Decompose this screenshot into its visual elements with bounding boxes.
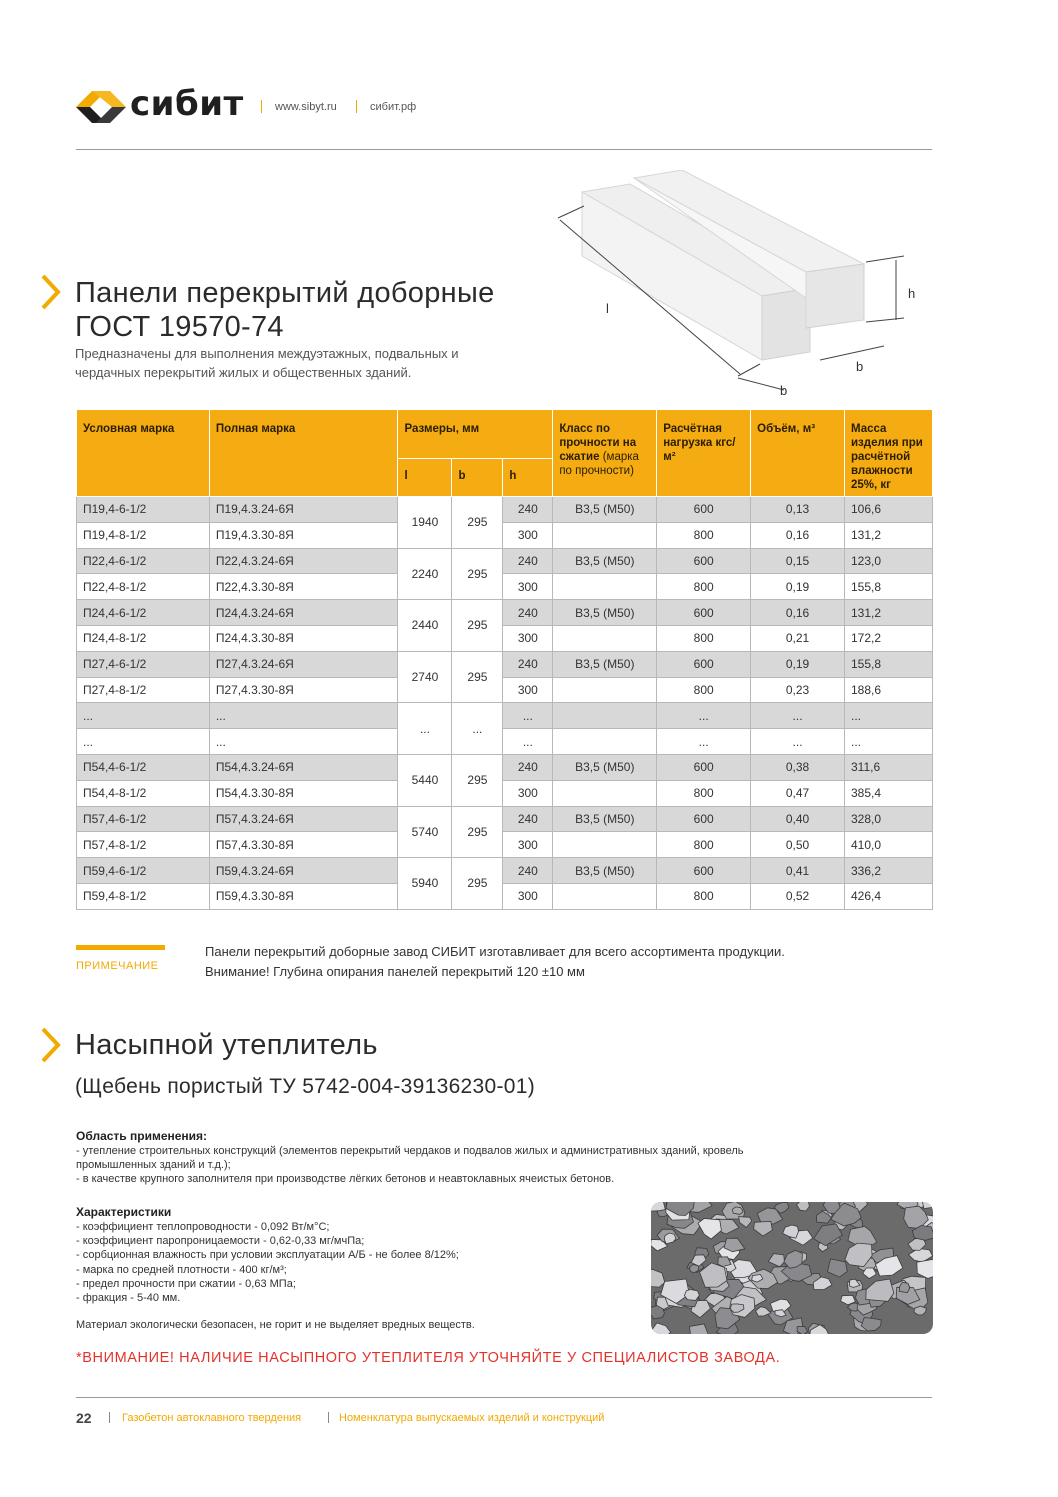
cell-volume: 0,23 bbox=[751, 677, 845, 703]
list-item: - фракция - 5-40 мм. bbox=[76, 1292, 181, 1305]
cell-length: ... bbox=[398, 703, 452, 755]
note-accent-bar bbox=[76, 945, 165, 950]
cell-full-mark: П24,4.3.30-8Я bbox=[209, 625, 398, 651]
gravel-photo bbox=[651, 1202, 933, 1334]
cell-load: 600 bbox=[657, 858, 751, 884]
table-row bbox=[77, 625, 933, 651]
header-b: b bbox=[452, 458, 503, 496]
cell-full-mark: П24,4.3.24-6Я bbox=[209, 600, 398, 626]
header-l: l bbox=[398, 458, 452, 496]
cell-mass: 426,4 bbox=[844, 883, 932, 909]
cell-height: ... bbox=[503, 729, 553, 755]
cell-load: 600 bbox=[657, 651, 751, 677]
cell-short-mark: П19,4-6-1/2 bbox=[77, 497, 210, 523]
cell-full-mark: П57,4.3.24-6Я bbox=[209, 806, 398, 832]
application-heading: Область применения: bbox=[76, 1129, 208, 1143]
cell-short-mark: П54,4-6-1/2 bbox=[77, 754, 210, 780]
cell-mass: ... bbox=[844, 703, 932, 729]
cell-full-mark: П54,4.3.24-6Я bbox=[209, 754, 398, 780]
cell-height: 300 bbox=[503, 625, 553, 651]
cell-strength-class: В3,5 (М50) bbox=[553, 497, 657, 523]
characteristics-heading: Характеристики bbox=[76, 1205, 172, 1219]
eco-statement: Материал экологически безопасен, не горит и не выделяет вредных веществ. bbox=[76, 1319, 475, 1331]
cell-mass: 311,6 bbox=[844, 754, 932, 780]
cell-load: 800 bbox=[657, 625, 751, 651]
cell-height: 240 bbox=[503, 600, 553, 626]
cell-short-mark: П24,4-6-1/2 bbox=[77, 600, 210, 626]
cell-strength-class bbox=[553, 625, 657, 651]
cell-full-mark: П54,4.3.30-8Я bbox=[209, 780, 398, 806]
header-rule bbox=[76, 149, 932, 150]
cell-short-mark: П22,4-8-1/2 bbox=[77, 574, 210, 600]
cell-length: 2440 bbox=[398, 600, 452, 652]
dim-label-b-end: b bbox=[856, 359, 864, 374]
footer-chapter: Номенклатура выпускаемых изделий и конструкций bbox=[339, 1412, 605, 1424]
cell-height: 300 bbox=[503, 522, 553, 548]
cell-height: 240 bbox=[503, 754, 553, 780]
cell-strength-class: В3,5 (М50) bbox=[553, 754, 657, 780]
cell-full-mark: П27,4.3.24-6Я bbox=[209, 651, 398, 677]
list-item: - в качестве крупного заполнителя при производстве лёгких бетонов и неавтоклавных ячеистых бетонов. bbox=[76, 1173, 615, 1186]
cell-mass: 131,2 bbox=[844, 522, 932, 548]
cell-mass: 410,0 bbox=[844, 832, 932, 858]
cell-full-mark: ... bbox=[209, 703, 398, 729]
gravel-stone bbox=[684, 1290, 699, 1301]
cell-volume: 0,16 bbox=[751, 600, 845, 626]
header-separator bbox=[261, 100, 262, 113]
table-row bbox=[77, 729, 933, 755]
website-link[interactable]: www.sibyt.ru bbox=[275, 101, 337, 113]
cell-strength-class bbox=[553, 677, 657, 703]
cell-load: ... bbox=[657, 703, 751, 729]
note-label: ПРИМЕЧАНИЕ bbox=[76, 960, 159, 972]
table-row bbox=[77, 677, 933, 703]
cell-volume: ... bbox=[751, 703, 845, 729]
cell-full-mark: П59,4.3.30-8Я bbox=[209, 883, 398, 909]
cell-length: 2740 bbox=[398, 651, 452, 703]
cell-short-mark: П27,4-8-1/2 bbox=[77, 677, 210, 703]
cell-short-mark: П22,4-6-1/2 bbox=[77, 548, 210, 574]
cell-length: 2240 bbox=[398, 548, 452, 600]
cell-mass: ... bbox=[844, 729, 932, 755]
cell-mass: 106,6 bbox=[844, 497, 932, 523]
header-full-mark: Полная марка bbox=[209, 410, 398, 497]
cell-mass: 336,2 bbox=[844, 858, 932, 884]
cell-load: 800 bbox=[657, 883, 751, 909]
cell-short-mark: П57,4-6-1/2 bbox=[77, 806, 210, 832]
cell-width: 295 bbox=[452, 806, 503, 858]
application-list bbox=[76, 1144, 744, 1187]
cell-height: 300 bbox=[503, 883, 553, 909]
cell-load: 800 bbox=[657, 677, 751, 703]
table-row bbox=[77, 651, 933, 677]
cell-height: 300 bbox=[503, 780, 553, 806]
table-row bbox=[77, 703, 933, 729]
cell-height: 300 bbox=[503, 832, 553, 858]
cell-strength-class bbox=[553, 883, 657, 909]
cell-width: 295 bbox=[452, 754, 503, 806]
cell-width: 295 bbox=[452, 497, 503, 549]
cell-width: 295 bbox=[452, 600, 503, 652]
cell-volume: 0,21 bbox=[751, 625, 845, 651]
website-rf-link[interactable]: сибит.рф bbox=[370, 101, 417, 113]
cell-height: 300 bbox=[503, 677, 553, 703]
cell-volume: 0,16 bbox=[751, 522, 845, 548]
gravel-stone bbox=[922, 1202, 933, 1209]
cell-load: 600 bbox=[657, 548, 751, 574]
table-row bbox=[77, 574, 933, 600]
footer-section: Газобетон автоклавного твердения bbox=[122, 1412, 302, 1424]
floor-panel-illustration bbox=[548, 170, 928, 400]
cell-strength-class: В3,5 (М50) bbox=[553, 600, 657, 626]
cell-length: 1940 bbox=[398, 497, 452, 549]
cell-full-mark: ... bbox=[209, 729, 398, 755]
panels-title-line2: ГОСТ 19570-74 bbox=[75, 311, 284, 343]
cell-load: 600 bbox=[657, 754, 751, 780]
list-item: - сорбционная влажность при условии эксплуатации А/Б - не более 8/12%; bbox=[76, 1249, 459, 1262]
cell-load: ... bbox=[657, 729, 751, 755]
cell-short-mark: П24,4-8-1/2 bbox=[77, 625, 210, 651]
cell-full-mark: П22,4.3.30-8Я bbox=[209, 574, 398, 600]
cell-volume: 0,47 bbox=[751, 780, 845, 806]
cell-full-mark: П27,4.3.30-8Я bbox=[209, 677, 398, 703]
header-load: Расчётная нагрузка кгс/м² bbox=[657, 410, 751, 497]
header-sizes: Размеры, мм bbox=[398, 410, 553, 459]
cell-strength-class bbox=[553, 703, 657, 729]
table-row bbox=[77, 522, 933, 548]
brand-name: сибит bbox=[130, 84, 244, 124]
cell-volume: 0,52 bbox=[751, 883, 845, 909]
note-line1: Панели перекрытий доборные завод СИБИТ изготавливает для всего ассортимента продукции. bbox=[205, 944, 785, 959]
cell-length: 5740 bbox=[398, 806, 452, 858]
cell-volume: 0,13 bbox=[751, 497, 845, 523]
gravel-stone bbox=[651, 1202, 665, 1211]
cell-height: ... bbox=[503, 703, 553, 729]
cell-short-mark: П57,4-8-1/2 bbox=[77, 832, 210, 858]
insulation-title: Насыпной утеплитель bbox=[75, 1029, 378, 1061]
table-row bbox=[77, 754, 933, 780]
cell-volume: ... bbox=[751, 729, 845, 755]
cell-height: 240 bbox=[503, 651, 553, 677]
cell-full-mark: П19,4.3.30-8Я bbox=[209, 522, 398, 548]
cell-strength-class: В3,5 (М50) bbox=[553, 651, 657, 677]
cell-short-mark: П59,4-6-1/2 bbox=[77, 858, 210, 884]
cell-mass: 188,6 bbox=[844, 677, 932, 703]
cell-load: 600 bbox=[657, 497, 751, 523]
header-strength-class-note: (марка по прочности) bbox=[559, 451, 639, 477]
cell-short-mark: ... bbox=[77, 703, 210, 729]
cell-width: 295 bbox=[452, 651, 503, 703]
table-row bbox=[77, 497, 933, 523]
cell-full-mark: П59,4.3.24-6Я bbox=[209, 858, 398, 884]
table-row bbox=[77, 780, 933, 806]
cell-short-mark: ... bbox=[77, 729, 210, 755]
note-text bbox=[205, 942, 785, 982]
cell-volume: 0,38 bbox=[751, 754, 845, 780]
cell-length: 5940 bbox=[398, 858, 452, 910]
cell-short-mark: П19,4-8-1/2 bbox=[77, 522, 210, 548]
footer-separator bbox=[328, 1412, 329, 1423]
header-strength-class-bold: Класс по прочности на сжатие bbox=[559, 423, 637, 463]
dim-label-b: b bbox=[780, 383, 788, 398]
cell-volume: 0,41 bbox=[751, 858, 845, 884]
cell-load: 800 bbox=[657, 780, 751, 806]
panels-title-line1: Панели перекрытий доборные bbox=[75, 277, 495, 309]
cell-mass: 123,0 bbox=[844, 548, 932, 574]
cell-width: 295 bbox=[452, 858, 503, 910]
note-line2: Внимание! Глубина опирания панелей перекрытий 120 ±10 мм bbox=[205, 964, 585, 979]
cell-strength-class: В3,5 (М50) bbox=[553, 548, 657, 574]
cell-volume: 0,50 bbox=[751, 832, 845, 858]
cell-load: 600 bbox=[657, 600, 751, 626]
table-row bbox=[77, 548, 933, 574]
footer-separator bbox=[109, 1412, 110, 1423]
header-separator bbox=[356, 100, 357, 113]
cell-strength-class bbox=[553, 729, 657, 755]
list-item: - утепление строительных конструкций (элементов перекрытий чердаков и подвалов жилых и административных зданий, кровель bbox=[76, 1145, 744, 1157]
list-item: промышленных зданий и т.д.); bbox=[76, 1159, 231, 1172]
cell-load: 800 bbox=[657, 574, 751, 600]
cell-height: 240 bbox=[503, 806, 553, 832]
chevron-right-icon bbox=[40, 273, 62, 311]
cell-mass: 131,2 bbox=[844, 600, 932, 626]
header-volume: Объём, м³ bbox=[751, 410, 845, 497]
cell-mass: 155,8 bbox=[844, 651, 932, 677]
cell-volume: 0,40 bbox=[751, 806, 845, 832]
footer-rule bbox=[76, 1397, 932, 1398]
cell-height: 300 bbox=[503, 574, 553, 600]
cell-height: 240 bbox=[503, 497, 553, 523]
dim-label-h: h bbox=[908, 286, 916, 301]
cell-strength-class: В3,5 (М50) bbox=[553, 806, 657, 832]
table-row bbox=[77, 883, 933, 909]
header-strength-class bbox=[553, 410, 657, 497]
characteristics-list bbox=[76, 1220, 459, 1305]
cell-full-mark: П22,4.3.24-6Я bbox=[209, 548, 398, 574]
cell-short-mark: П54,4-8-1/2 bbox=[77, 780, 210, 806]
cell-height: 240 bbox=[503, 858, 553, 884]
cell-mass: 385,4 bbox=[844, 780, 932, 806]
table-row bbox=[77, 858, 933, 884]
cell-short-mark: П59,4-8-1/2 bbox=[77, 883, 210, 909]
cell-length: 5440 bbox=[398, 754, 452, 806]
cell-strength-class bbox=[553, 780, 657, 806]
header-mass: Масса изделия при расчётной влажности 25%, кг bbox=[844, 410, 932, 497]
table-row bbox=[77, 832, 933, 858]
list-item: - коэффициент паропроницаемости - 0,62-0,33 мг/мчПа; bbox=[76, 1235, 365, 1248]
list-item: - марка по средней плотности - 400 кг/м³; bbox=[76, 1263, 287, 1276]
cell-load: 800 bbox=[657, 832, 751, 858]
insulation-subtitle: (Щебень пористый ТУ 5742-004-39136230-01) bbox=[75, 1075, 536, 1098]
cell-strength-class bbox=[553, 574, 657, 600]
panels-desc-line1: Предназначены для выполнения междуэтажных, подвальных и bbox=[75, 346, 459, 361]
chevron-right-icon bbox=[40, 1026, 62, 1064]
cell-full-mark: П19,4.3.24-6Я bbox=[209, 497, 398, 523]
cell-strength-class bbox=[553, 832, 657, 858]
cell-volume: 0,15 bbox=[751, 548, 845, 574]
list-item: - предел прочности при сжатии - 0,63 МПа; bbox=[76, 1277, 296, 1290]
cell-volume: 0,19 bbox=[751, 651, 845, 677]
cell-mass: 172,2 bbox=[844, 625, 932, 651]
header-h: h bbox=[503, 458, 553, 496]
panels-desc-line2: чердачных перекрытий жилых и общественных зданий. bbox=[75, 365, 412, 380]
cell-load: 800 bbox=[657, 522, 751, 548]
cell-full-mark: П57,4.3.30-8Я bbox=[209, 832, 398, 858]
panels-spec-table bbox=[76, 409, 933, 910]
cell-width: ... bbox=[452, 703, 503, 755]
table-row bbox=[77, 806, 933, 832]
cell-width: 295 bbox=[452, 548, 503, 600]
warning-text: *ВНИМАНИЕ! НАЛИЧИЕ НАСЫПНОГО УТЕПЛИТЕЛЯ УТОЧНЯЙТЕ У СПЕЦИАЛИСТОВ ЗАВОДА. bbox=[76, 1350, 781, 1366]
cell-strength-class bbox=[553, 522, 657, 548]
panels-description bbox=[75, 344, 459, 382]
dim-label-l: l bbox=[606, 301, 609, 316]
cell-load: 600 bbox=[657, 806, 751, 832]
list-item: - коэффициент теплопроводности - 0,092 Вт/м°С; bbox=[76, 1221, 330, 1233]
page-number: 22 bbox=[76, 1410, 92, 1426]
cell-mass: 328,0 bbox=[844, 806, 932, 832]
header-short-mark: Условная марка bbox=[77, 410, 210, 497]
table-body bbox=[77, 497, 933, 910]
cell-strength-class: В3,5 (М50) bbox=[553, 858, 657, 884]
cell-volume: 0,19 bbox=[751, 574, 845, 600]
cell-mass: 155,8 bbox=[844, 574, 932, 600]
panels-title bbox=[75, 276, 495, 344]
table-row bbox=[77, 600, 933, 626]
cell-short-mark: П27,4-6-1/2 bbox=[77, 651, 210, 677]
cell-height: 240 bbox=[503, 548, 553, 574]
